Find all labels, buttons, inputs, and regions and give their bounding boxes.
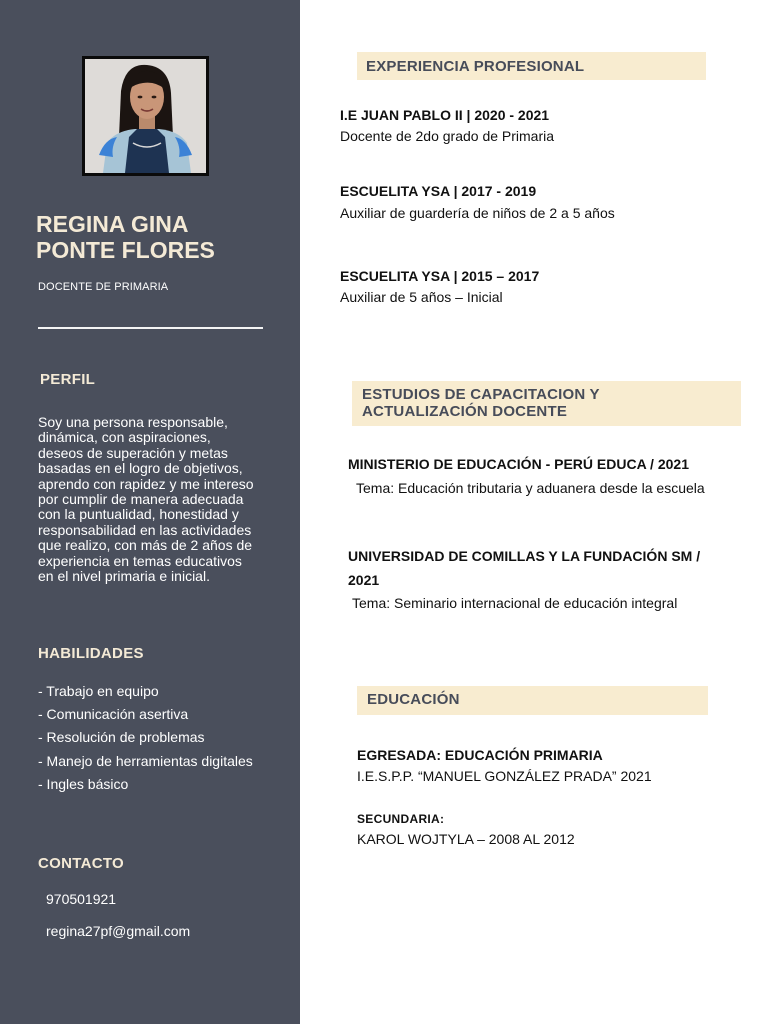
contact-email: regina27pf@gmail.com — [46, 923, 191, 939]
profile-text: Soy una persona responsable, dinámica, con aspiraciones, deseos de superación y metas basadas en el logro de objetivos, aprendo con rapidez y me intereso por cumplir de manera adecuada con la puntualidad, honestidad y responsabilidad en las actividades que realizo, con más de 2 años de experiencia en temas educativos en el nivel primaria e inicial. — [38, 414, 254, 585]
experience-heading — [357, 52, 706, 80]
experience-desc: Docente de 2do grado de Primaria — [340, 128, 555, 144]
experience-title: I.E JUAN PABLO II | 2020 - 2021 — [340, 107, 550, 123]
skill-item: - Resolución de problemas — [38, 729, 205, 746]
training-title: MINISTERIO DE EDUCACIÓN - PERÚ EDUCA / 2021 — [348, 456, 689, 472]
training-heading-line-1: ESTUDIOS DE CAPACITACION Y — [362, 386, 600, 403]
skill-item: - Ingles básico — [38, 775, 129, 792]
skills-heading: HABILIDADES — [38, 645, 144, 662]
training-title-line-1: UNIVERSIDAD DE COMILLAS Y LA FUNDACIÓN SM / — [348, 548, 701, 564]
education-desc: I.E.S.P.P. “MANUEL GONZÁLEZ PRADA” 2021 — [357, 768, 652, 784]
profile-heading: PERFIL — [40, 371, 96, 388]
education-heading-text: EDUCACIÓN — [367, 691, 460, 708]
full-name — [36, 211, 286, 263]
training-desc: Tema: Educación tributaria y aduanera desde la escuela — [356, 480, 705, 496]
sidebar — [0, 0, 300, 1024]
name-line-2: PONTE FLORES — [36, 237, 215, 263]
contact-heading: CONTACTO — [38, 855, 125, 872]
education-heading — [357, 686, 708, 715]
training-heading-line-2: ACTUALIZACIÓN DOCENTE — [362, 403, 568, 420]
sidebar-divider — [38, 327, 263, 329]
training-title-line-2: 2021 — [348, 572, 380, 588]
training-desc: Tema: Seminario internacional de educación integral — [352, 595, 678, 611]
experience-heading-text: EXPERIENCIA PROFESIONAL — [366, 58, 585, 75]
experience-title: ESCUELITA YSA | 2015 – 2017 — [340, 268, 540, 284]
contact-phone: 970501921 — [46, 891, 117, 907]
training-heading — [352, 381, 741, 426]
education-desc: KAROL WOJTYLA – 2008 AL 2012 — [357, 831, 575, 847]
profile-photo — [82, 56, 209, 176]
name-line-1: REGINA GINA — [36, 211, 189, 237]
education-title: EGRESADA: EDUCACIÓN PRIMARIA — [357, 747, 603, 763]
skill-item: - Comunicación asertiva — [38, 706, 189, 723]
job-title: DOCENTE DE PRIMARIA — [38, 281, 169, 293]
experience-desc: Auxiliar de 5 años – Inicial — [340, 289, 503, 305]
skills-list — [38, 681, 253, 797]
skill-item: - Trabajo en equipo — [38, 683, 159, 699]
skill-item: - Manejo de herramientas digitales — [38, 752, 253, 769]
education-title: SECUNDARIA: — [357, 812, 445, 826]
experience-title: ESCUELITA YSA | 2017 - 2019 — [340, 183, 537, 199]
experience-desc: Auxiliar de guardería de niños de 2 a 5 años — [340, 205, 615, 221]
